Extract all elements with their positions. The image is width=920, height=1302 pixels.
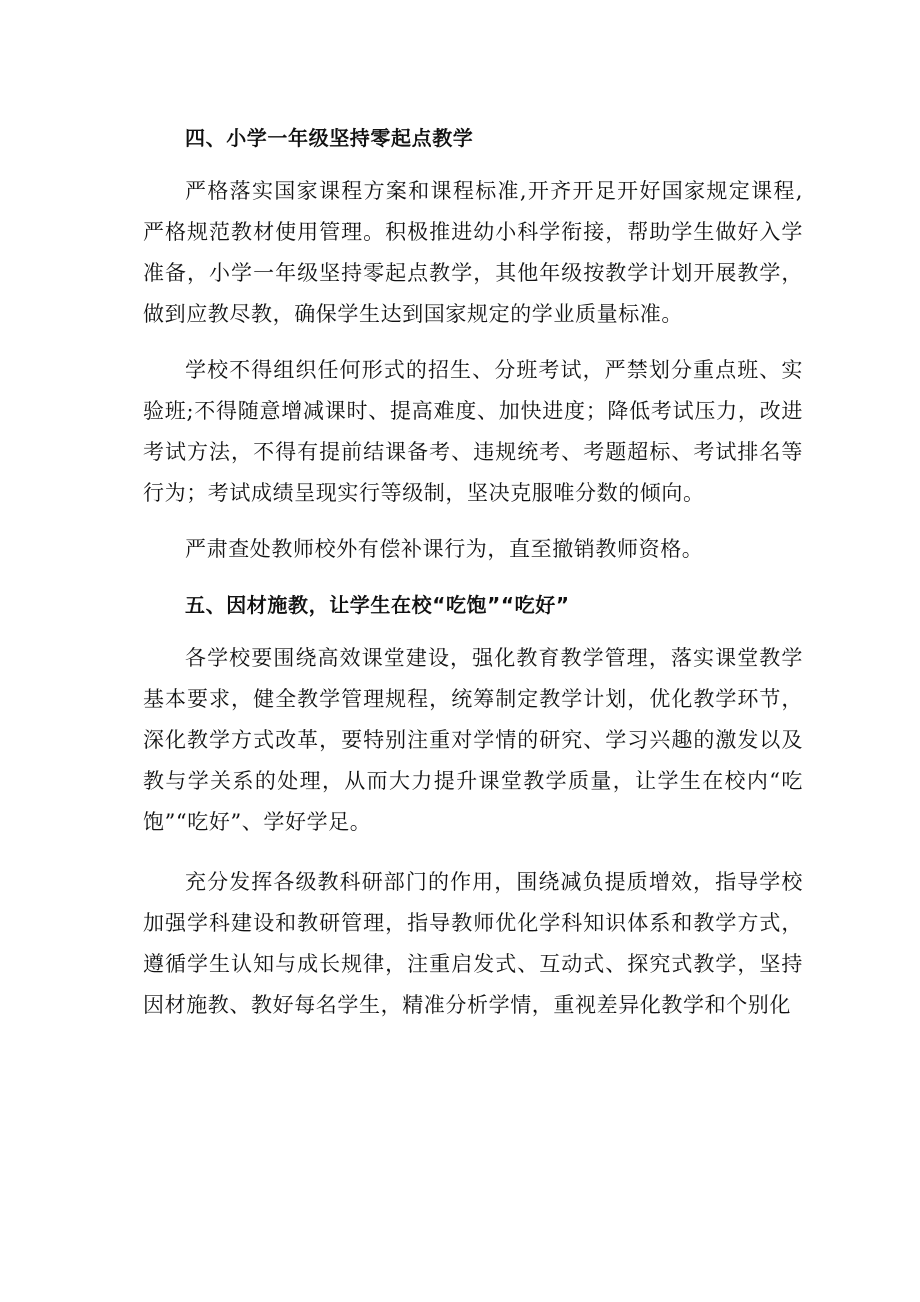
- document-body: [143, 118, 803, 1026]
- paragraph: 严格落实国家课程方案和课程标准,开齐开足开好国家规定课程,严格规范教材使用管理。积极推进幼小科学衔接，帮助学生做好入学准备，小学一年级坚持零起点教学，其他年级按教学计划开展教学，做到应教尽教，确保学生达到国家规定的学业质量标准。: [143, 179, 803, 326]
- paragraph: 各学校要围绕高效课堂建设，强化教育教学管理，落实课堂教学基本要求，健全教学管理规程，统筹制定教学计划，优化教学环节，深化教学方式改革，要特别注重对学情的研究、学习兴趣的激发以及教与学关系的处理，从而大力提升课堂教学质量，让学生在校内“吃饱”“吃好”、学好学足。: [143, 646, 803, 834]
- spacer: [143, 158, 803, 171]
- spacer: [143, 625, 803, 638]
- section-heading-4: 四、小学一年级坚持零起点教学: [185, 126, 474, 150]
- spacer: [143, 335, 803, 350]
- spacer: [143, 570, 803, 585]
- paragraph: 严肃查处教师校外有偿补课行为，直至撤销教师资格。: [185, 537, 704, 561]
- spacer: [143, 843, 803, 862]
- spacer: [143, 514, 803, 529]
- section-heading-5: 五、因材施教，让学生在校“吃饱”“吃好”: [185, 593, 570, 617]
- paragraph: 充分发挥各级教科研部门的作用，围绕减负提质增效，指导学校加强学科建设和教研管理，指导教师优化学科知识体系和教学方式，遵循学生认知与成长规律，注重启发式、互动式、探究式教学，坚持因材施教、教好每名学生，精准分析学情，重视差异化教学和个别化: [143, 870, 803, 1017]
- paragraph: 学校不得组织任何形式的招生、分班考试，严禁划分重点班、实验班;不得随意增减课时、提高难度、加快进度；降低考试压力，改进考试方法，不得有提前结课备考、违规统考、考题超标、考试排名等行为；考试成绩呈现实行等级制，坚决克服唯分数的倾向。: [143, 358, 803, 505]
